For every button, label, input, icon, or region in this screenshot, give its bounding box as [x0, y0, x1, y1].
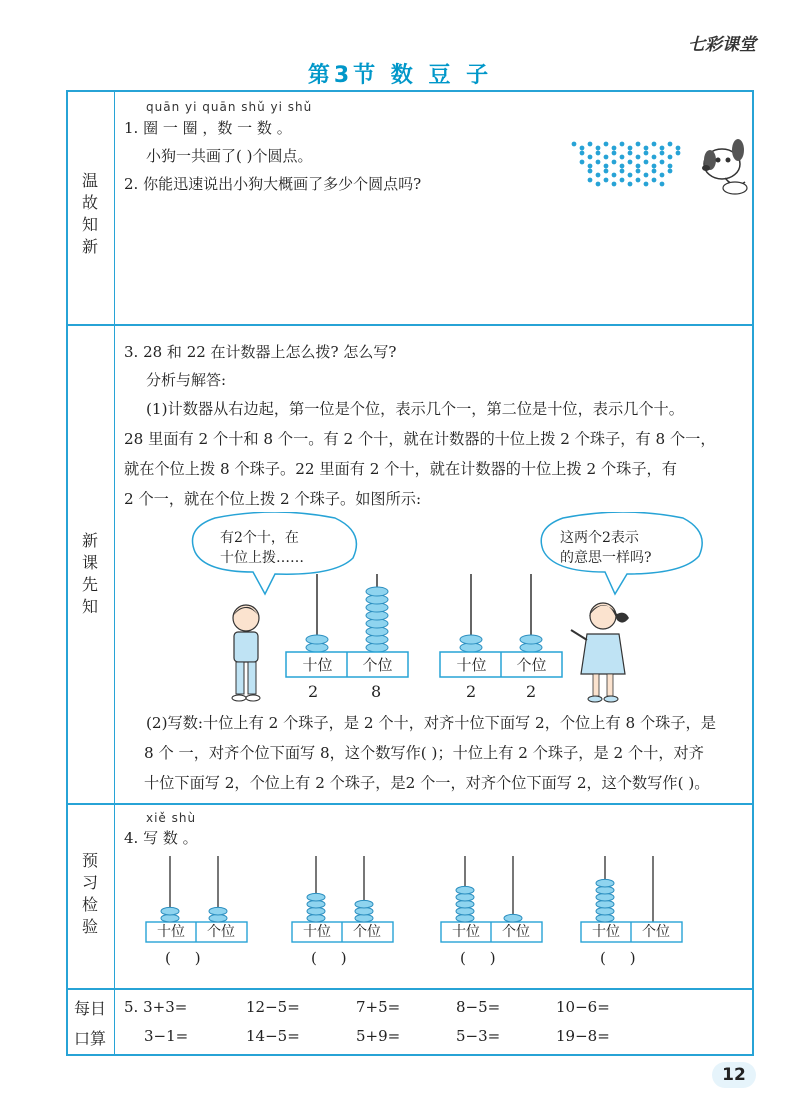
dot — [612, 173, 617, 178]
abacus-bead — [596, 886, 614, 894]
calc-item: 19−8= — [556, 1027, 610, 1045]
dot — [604, 178, 609, 183]
abacus-bead — [504, 914, 522, 922]
pinyin-q1: quān yi quān shǔ yi shǔ — [146, 100, 313, 114]
calc-item: 3−1= — [144, 1027, 189, 1045]
section-label-daily: 每日 口算 — [73, 999, 106, 1048]
tens-label: 十位 — [157, 924, 185, 940]
calc-item: 10−6= — [556, 998, 610, 1016]
dot — [660, 151, 665, 156]
boy-illustration — [222, 598, 272, 704]
section-label-new-lesson: 新 课 先 知 — [81, 531, 98, 616]
pinyin-q4: xiě shù — [146, 811, 197, 825]
dot — [676, 151, 681, 156]
abacus-bead — [209, 907, 227, 915]
abacus-bead — [307, 893, 325, 901]
dot — [580, 160, 585, 165]
calc-item: 7+5= — [356, 998, 401, 1016]
section-divider — [66, 803, 754, 805]
abacus-bead — [355, 907, 373, 915]
abacus-22-ones-digit: 2 — [526, 682, 537, 701]
dot — [588, 142, 593, 147]
tens-label: 十位 — [303, 924, 331, 940]
dot — [612, 151, 617, 156]
abacus-bead — [456, 914, 474, 922]
abacus-bead — [456, 900, 474, 908]
section-label-check: 预 习 检 验 — [81, 851, 98, 936]
label-column-divider — [114, 90, 115, 1056]
dot — [620, 164, 625, 169]
dot — [604, 169, 609, 174]
ones-label: 个位 — [207, 924, 235, 940]
dot — [628, 173, 633, 178]
abacus-bead — [456, 886, 474, 894]
explanation-part-2: (2)写数:十位上有 2 个珠子，是 2 个十，对齐十位下面写 2，个位上有 8 个珠子，是 8 个 一，对齐个位下面写 8，这个数写作( )；十位上有 2 个珠子，是 2 个十，对齐 十位下面写 2，个位上有 2 个珠子，是2 个一，对齐个位下面写 2，这个数写作( )。 — [144, 714, 716, 792]
abacus-bead — [307, 907, 325, 915]
dot — [636, 169, 641, 174]
dot — [620, 155, 625, 160]
dot — [588, 164, 593, 169]
abacus-bead — [307, 900, 325, 908]
dot — [652, 142, 657, 147]
abacus-bead — [520, 635, 542, 644]
dot — [676, 146, 681, 151]
dot — [596, 151, 601, 156]
dot — [652, 155, 657, 160]
abacus-bead — [161, 914, 179, 922]
dot — [580, 151, 585, 156]
dot — [636, 142, 641, 147]
tens-label: 十位 — [452, 924, 480, 940]
section-label-review: 温 故 知 新 — [81, 171, 98, 256]
dot — [596, 160, 601, 165]
puppy-icon — [702, 139, 747, 194]
brand-logo: 七彩课堂 — [688, 35, 756, 55]
calc-item: 14−5= — [246, 1027, 300, 1045]
dot — [636, 164, 641, 169]
dot — [572, 142, 577, 147]
dot — [628, 160, 633, 165]
dot — [588, 178, 593, 183]
calc-item: 5−3= — [456, 1027, 501, 1045]
calc-item: 8−5= — [456, 998, 501, 1016]
dot — [588, 169, 593, 174]
dot — [644, 160, 649, 165]
question-1-sub: 小狗一共画了( )个圆点。 — [146, 147, 313, 165]
abacus-bead — [366, 587, 388, 596]
dot — [668, 164, 673, 169]
dot — [660, 160, 665, 165]
abacus-bead — [460, 635, 482, 644]
dot — [628, 151, 633, 156]
dot — [644, 146, 649, 151]
dot — [668, 142, 673, 147]
dot — [620, 178, 625, 183]
calc-item: 5. 3+3= — [124, 998, 188, 1016]
dot — [636, 155, 641, 160]
abacus-bead — [596, 879, 614, 887]
ones-label: 个位 — [353, 924, 381, 940]
abacus-bead — [596, 900, 614, 908]
abacus-28-ones-label: 个位 — [362, 656, 393, 674]
answer-blank[interactable]: ( ) — [165, 949, 201, 967]
dot — [596, 146, 601, 151]
dot — [644, 173, 649, 178]
abacus-bead — [355, 914, 373, 922]
tens-label: 十位 — [592, 924, 620, 940]
dot — [636, 178, 641, 183]
bubble-left-text: 有2个十，在 十位上拨…… — [220, 530, 304, 566]
dot — [668, 169, 673, 174]
abacus-bead — [355, 900, 373, 908]
dot — [660, 182, 665, 187]
dot — [652, 178, 657, 183]
abacus-bead — [306, 635, 328, 644]
dot — [628, 146, 633, 151]
dot — [620, 169, 625, 174]
abacus-22-tens-label: 十位 — [456, 656, 487, 674]
section-divider — [66, 324, 754, 326]
question-4: 4. 写 数 。 — [124, 829, 198, 847]
page-number: 12 — [712, 1062, 756, 1088]
dot — [660, 146, 665, 151]
dot — [652, 169, 657, 174]
abacus-22-ones-label: 个位 — [516, 656, 547, 674]
abacus-28-tens-label: 十位 — [302, 656, 333, 674]
abacus-bead — [209, 914, 227, 922]
ones-label: 个位 — [642, 924, 670, 940]
dot — [668, 155, 673, 160]
puppy-dots-illustration — [560, 120, 750, 200]
abacus-bead — [456, 907, 474, 915]
dot — [604, 142, 609, 147]
dot — [604, 164, 609, 169]
dot — [596, 182, 601, 187]
abacus-bead — [307, 914, 325, 922]
analysis-heading: 分析与解答: — [146, 371, 227, 389]
abacus-bead — [596, 907, 614, 915]
abacus-bead — [161, 907, 179, 915]
dot — [652, 164, 657, 169]
dot — [580, 146, 585, 151]
question-3: 3. 28 和 22 在计数器上怎么拨? 怎么写? — [124, 343, 397, 361]
dot — [628, 182, 633, 187]
abacus-bead — [456, 893, 474, 901]
calc-item: 5+9= — [356, 1027, 401, 1045]
abacus-bead — [596, 893, 614, 901]
dot — [612, 146, 617, 151]
answer-blank[interactable]: ( ) — [311, 949, 347, 967]
dot — [596, 173, 601, 178]
page-title: 第3节 数 豆 子 — [307, 63, 493, 88]
dot — [588, 155, 593, 160]
section-divider — [66, 988, 754, 990]
girl-illustration — [565, 596, 635, 706]
bubble-right-text: 这两个2表示 的意思一样吗? — [560, 530, 652, 566]
abacus-22-tens-digit: 2 — [466, 682, 477, 701]
explanation-part-1: (1)计数器从右边起，第一位是个位，表示几个一，第二位是十位，表示几个十。 28 里面有 2 个十和 8 个一。有 2 个十，就在计数器的十位上拨 2 个珠子，有 8 个一， 就在个位上拨 8 个珠子。22 里面有 2 个十，就在计数器的十位上拨 2 个珠子，有 2 个一，就在个位上拨 2 个珠子。如图所示: — [124, 400, 716, 508]
abacus-28-ones-digit: 8 — [371, 682, 382, 701]
answer-blank[interactable]: ( ) — [600, 949, 636, 967]
daily-mental-math — [124, 992, 744, 1052]
question-2: 2. 你能迅速说出小狗大概画了多少个圆点吗? — [124, 175, 422, 193]
ones-label: 个位 — [502, 924, 530, 940]
answer-blank[interactable]: ( ) — [460, 949, 496, 967]
abacus-bead — [596, 914, 614, 922]
dot — [604, 155, 609, 160]
calc-item: 12−5= — [246, 998, 300, 1016]
dot — [660, 173, 665, 178]
abacus-28-tens-digit: 2 — [308, 682, 319, 701]
dot — [644, 151, 649, 156]
dot — [612, 160, 617, 165]
dot — [644, 182, 649, 187]
question-1: 1. 圈 一 圈 ，数 一 数 。 — [124, 119, 292, 137]
dot — [620, 142, 625, 147]
dot — [612, 182, 617, 187]
